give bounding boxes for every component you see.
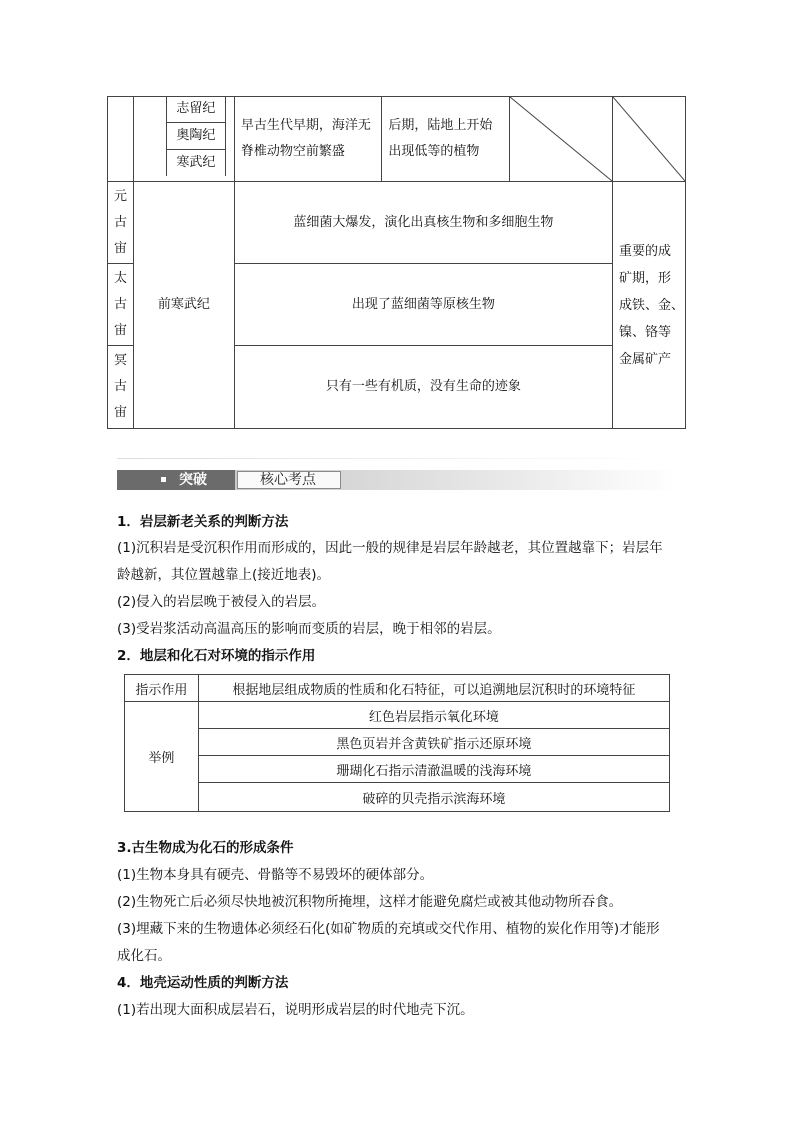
diagonal-cell [509,97,612,182]
precambrian-cell: 前寒武纪 [133,182,234,429]
eon-archean: 太 古 宙 [108,264,134,346]
example-row: 破碎的贝壳指示滨海环境 [198,783,669,812]
diagonal-cell [612,97,685,182]
section-rule [117,458,677,459]
eon-hadean: 冥 古 宙 [108,346,134,429]
period-stack [133,97,234,182]
proterozoic-desc: 蓝细菌大爆发，演化出真核生物和多细胞生物 [234,182,612,264]
section-tag-box [117,470,235,490]
geologic-time-table [107,96,686,429]
period-silurian: 志留纪 [166,96,226,123]
paragraph-line: (2)生物死亡后必须尽快地被沉积物所掩埋，这样才能避免腐烂或被其他动物所吞食。 [117,894,623,910]
section-tag: 突破 [179,472,207,488]
paleozoic-plants-cell: 后期，陆地上开始出现低等的植物 [382,97,510,182]
heading-3: 3.古生物成为化石的形成条件 [117,840,294,856]
section-title: 核心考点 [260,472,316,488]
header-value-cell: 根据地层组成物质的性质和化石特征，可以追溯地层沉积时的环境特征 [198,675,669,702]
period-ordovician: 奥陶纪 [166,123,226,150]
example-row: 红色岩层指示氧化环境 [198,702,669,729]
square-bullet-icon [161,477,166,482]
header-label-cell: 指示作用 [125,675,199,702]
archean-desc: 出现了蓝细菌等原核生物 [234,264,612,346]
paragraph-line: 成化石。 [117,948,171,964]
paragraph-line: (3)受岩浆活动高温高压的影响而变质的岩层，晚于相邻的岩层。 [117,621,501,637]
paragraph-line: (1)若出现大面积成层岩石，说明形成岩层的时代地壳下沉。 [117,1002,474,1018]
paragraph-line: (1)生物本身具有硬壳、骨骼等不易毁坏的硬体部分。 [117,867,434,883]
hadean-desc: 只有一些有机质，没有生命的迹象 [234,346,612,429]
example-row: 黑色页岩并含黄铁矿指示还原环境 [198,729,669,756]
period-cambrian: 寒武纪 [166,150,226,176]
heading-1: 1．岩层新老关系的判断方法 [117,514,289,530]
paragraph-line: (2)侵入的岩层晚于被侵入的岩层。 [117,594,326,610]
paragraph-line: (3)埋藏下来的生物遗体必须经石化(如矿物质的充填或交代作用、植物的炭化作用等)才能形 [117,921,660,937]
paleozoic-animals-cell: 早古生代早期，海洋无脊椎动物空前繁盛 [234,97,381,182]
empty-eon-cell [108,97,134,182]
heading-2: 2．地层和化石对环境的指示作用 [117,648,316,664]
example-row: 珊瑚化石指示清澈温暖的浅海环境 [198,756,669,783]
heading-4: 4．地壳运动性质的判断方法 [117,975,289,991]
section-title-box [237,471,341,489]
example-label-cell: 举例 [125,702,199,812]
mineral-note-cell: 重要的成 矿期，形 成铁、金、 镍、铬等 金属矿产 [612,182,685,429]
eon-proterozoic: 元 古 宙 [108,182,134,264]
paragraph-line: (1)沉积岩是受沉积作用而形成的，因此一般的规律是岩层年龄越老，其位置越靠下；岩层年 [117,540,663,556]
paragraph-line: 龄越新，其位置越靠上(接近地表)。 [117,567,331,583]
indicator-table [124,674,670,812]
